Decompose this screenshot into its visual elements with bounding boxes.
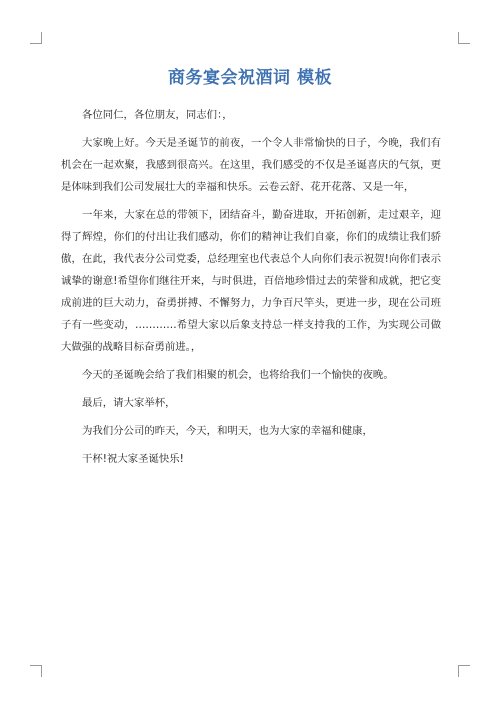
- paragraph-raise-glasses: 最后，请大家举杯，: [82, 397, 176, 409]
- page-corner-mark-bottom-left: [30, 665, 42, 677]
- document-title: 商务宴会祝酒词 模板: [168, 68, 332, 88]
- paragraph-greeting: 大家晚上好。今天是圣诞节的前夜，一个令人非常愉快的日子，今晚，我们有机会在一起欢聚，我感到很高兴。在这里，我们感受的不仅是圣诞喜庆的气氛，更是体味到我们公司发展壮大的幸福和快乐。云卷云舒、花开花落、又是一年，: [61, 137, 441, 193]
- paragraph-toast: 为我们分公司的昨天，今天，和明天，也为大家的幸福和健康，: [82, 425, 373, 437]
- page-corner-mark-top-right: [458, 32, 470, 44]
- page-corner-mark-top-left: [30, 32, 42, 44]
- document-body: [61, 104, 441, 476]
- paragraph-cheers: 干杯!祝大家圣诞快乐!: [82, 453, 184, 465]
- paragraph-evening: 今天的圣诞晚会给了我们相聚的机会，也将给我们一个愉快的夜晚。: [82, 369, 394, 381]
- page-corner-mark-bottom-right: [458, 665, 470, 677]
- paragraph-salutation: 各位同仁，各位朋友，同志们：，: [82, 109, 233, 121]
- paragraph-year-review: 一年来，大家在总的带领下，团结奋斗，勤奋进取，开拓创新，走过艰辛，迎得了辉煌，你们的付出让我们感动，你们的精神让我们自豪，你们的成绩让我们骄傲，在此，我代表分公司党委，总经理室也代表总个人向你们表示祝贺!向你们表示诚挚的谢意!希望你们继往开来，与时俱进，百倍地珍惜过去的荣誉和成就，把它变成前进的巨大动力，奋勇拼搏、不懈努力，力争百尺竿头，更进一步，现在公司班子有一些变动，…………希望大家以后象支持总一样支持我的工作，为实现公司做大做强的战略目标奋勇前进。，: [61, 209, 441, 353]
